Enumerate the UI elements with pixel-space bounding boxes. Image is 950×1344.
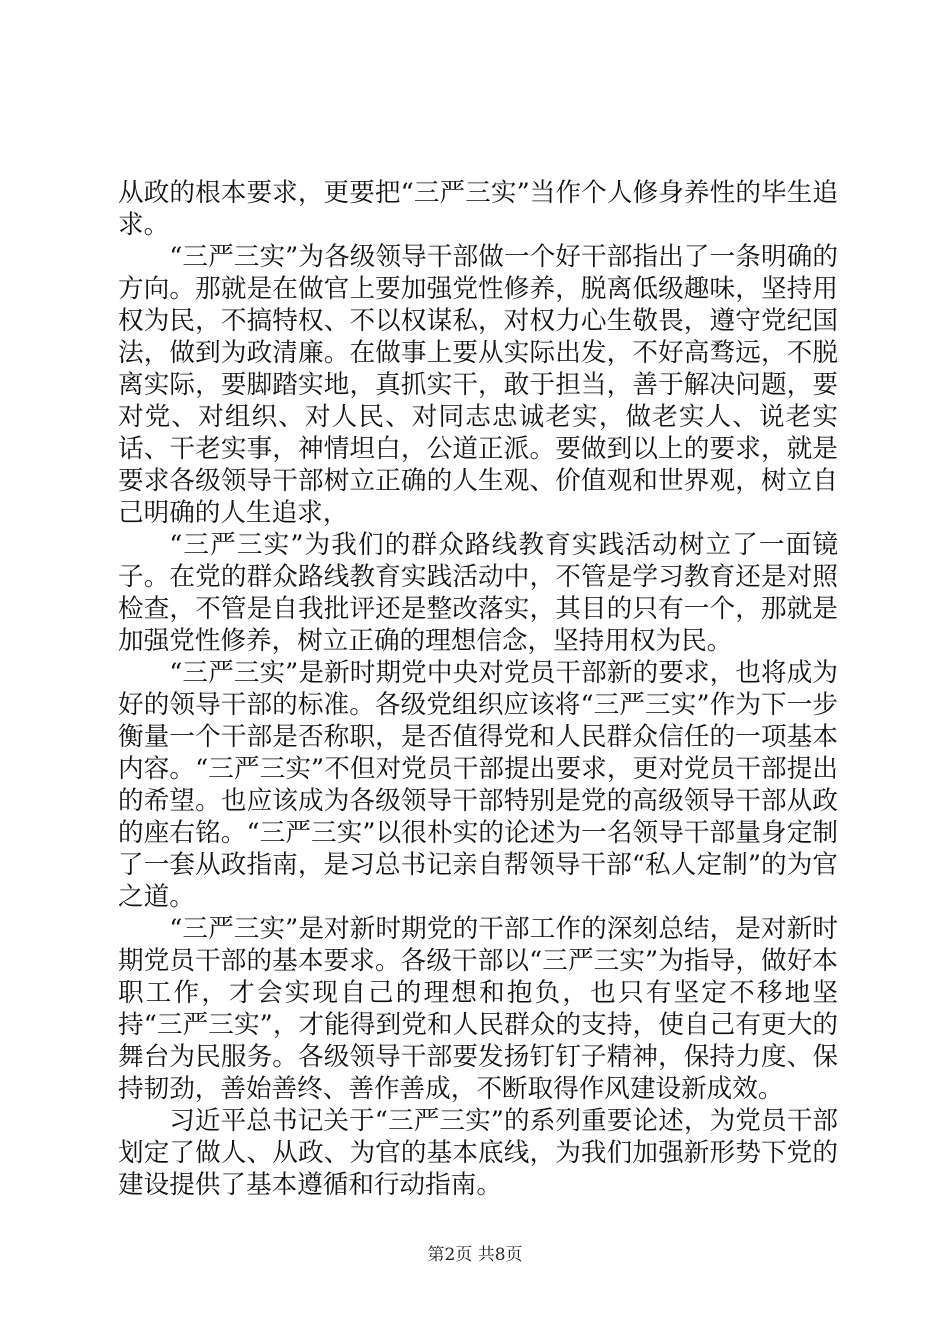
paragraph-continued: 从政的根本要求，更要把“三严三实”当作个人修身养性的毕生追求。 [118,178,838,240]
document-body [118,177,838,1201]
paragraph: 习近平总书记关于“三严三实”的系列重要论述，为党员干部划定了做人、从政、为官的基本底线，为我们加强新形势下党的建设提供了基本遵循和行动指南。 [118,1106,838,1200]
paragraph: “三严三实”为各级领导干部做一个好干部指出了一条明确的方向。那就是在做官上要加强党性修养，脱离低级趣味，坚持用权为民，不搞特权、不以权谋私，对权力心生敬畏，遵守党纪国法，做到为政清廉。在做事上要从实际出发，不好高骛远，不脱离实际，要脚踏实地，真抓实干，敢于担当，善于解决问题，要对党、对组织、对人民、对同志忠诚老实，做老实人、说老实话、干老实事，神情坦白，公道正派。要做到以上的要求，就是要求各级领导干部树立正确的人生观、价值观和世界观，树立自己明确的人生追求， [118,242,838,528]
page-number-footer: 第2页 共8页 [427,1245,523,1265]
paragraph: “三严三实”是新时期党中央对党员干部新的要求，也将成为好的领导干部的标准。各级党组织应该将“三严三实”作为下一步衡量一个干部是否称职，是否值得党和人民群众信任的一项基本内容。“三严三实”不但对党员干部提出要求，更对党员干部提出的希望。也应该成为各级领导干部特别是党的高级领导干部从政的座右铭。“三严三实”以很朴实的论述为一名领导干部量身定制了一套从政指南，是习总书记亲自帮领导干部“私人定制”的为官之道。 [118,658,838,912]
paragraph: “三严三实”为我们的群众路线教育实践活动树立了一面镜子。在党的群众路线教育实践活动中，不管是学习教育还是对照检查，不管是自我批评还是整改落实，其目的只有一个，那就是加强党性修养，树立正确的理想信念，坚持用权为民。 [118,530,838,656]
paragraph: “三严三实”是对新时期党的干部工作的深刻总结，是对新时期党员干部的基本要求。各级干部以“三严三实”为指导，做好本职工作，才会实现自己的理想和抱负，也只有坚定不移地坚持“三严三实”，才能得到党和人民群众的支持，使自己有更大的舞台为民服务。各级领导干部要发扬钉钉子精神，保持力度、保持韧劲，善始善终、善作善成，不断取得作风建设新成效。 [118,914,838,1104]
